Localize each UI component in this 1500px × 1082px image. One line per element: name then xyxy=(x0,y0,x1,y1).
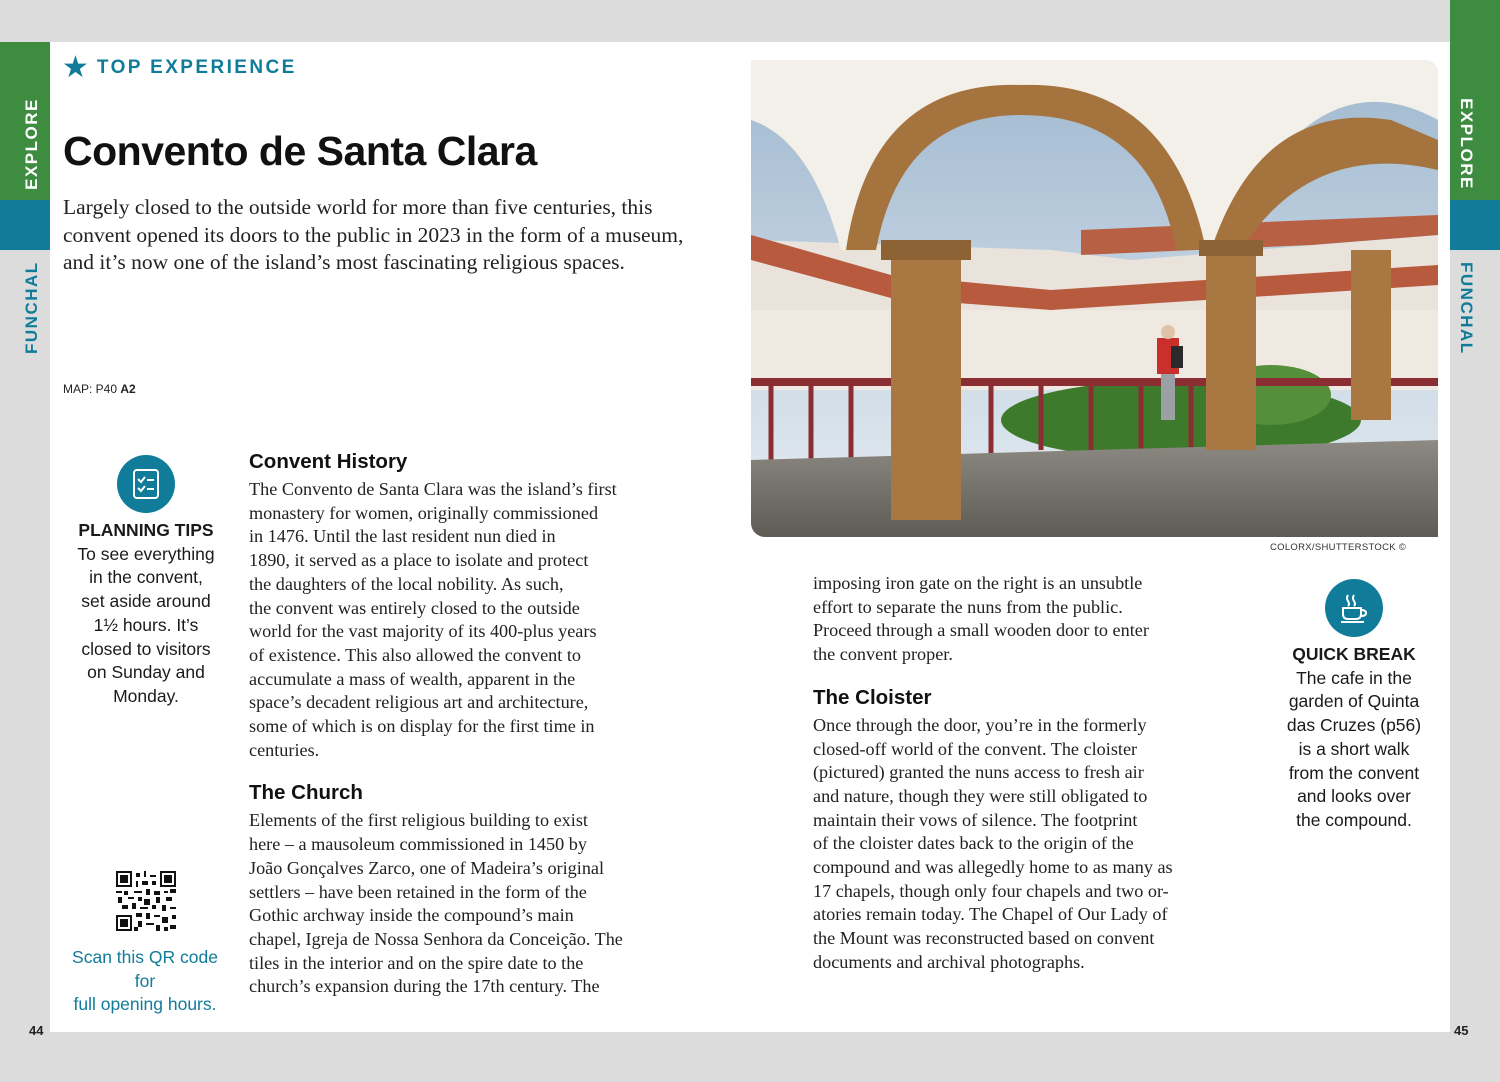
planning-tips-line: Monday. xyxy=(113,685,179,706)
text-line: Once through the door, you’re in the formerly xyxy=(813,714,1147,735)
planning-tips-line: in the convent, xyxy=(89,567,203,588)
left-section-label: EXPLORE xyxy=(22,98,41,190)
quick-break-line: the compound. xyxy=(1296,809,1412,830)
text-line: accumulate a mass of wealth, apparent in the xyxy=(249,668,576,689)
text-line: monastery for women, originally commissioned xyxy=(249,502,599,523)
text-line: the daughters of the local nobility. As such, xyxy=(249,573,564,594)
cloister-text xyxy=(813,714,1253,975)
text-line: and nature, though they were still obligated to xyxy=(813,785,1148,806)
text-line: some of which is on display for the first time in xyxy=(249,716,595,737)
text-line: tiles in the interior and on the spire date to the xyxy=(249,952,584,973)
qr-caption-line: Scan this QR code for xyxy=(72,947,218,991)
planning-tips-line: set aside around xyxy=(81,591,211,612)
right-region-tab-marker xyxy=(1450,200,1500,250)
planning-tips-line: 1½ hours. It’s xyxy=(93,614,199,635)
quick-break-line: The cafe in the xyxy=(1296,667,1412,688)
text-line: (pictured) granted the nuns access to fresh air xyxy=(813,762,1144,783)
quick-break-line: from the convent xyxy=(1288,762,1420,783)
text-line: in 1476. Until the last resident nun died in xyxy=(249,526,556,547)
text-line: 17 chapels, though only four chapels and two or- xyxy=(813,880,1169,901)
church-text xyxy=(249,809,694,999)
top-experience-badge xyxy=(62,51,297,84)
page-title: Convento de Santa Clara xyxy=(63,128,537,174)
text-line: the Mount was reconstructed based on convent xyxy=(813,928,1155,949)
photo-credit: COLORX/SHUTTERSTOCK © xyxy=(1270,542,1407,553)
text-line: world for the vast majority of its 400-plus years xyxy=(249,621,597,642)
planning-tips-line: on Sunday and xyxy=(87,662,205,683)
text-line: settlers – have been retained in the form of the xyxy=(249,881,587,902)
text-line: imposing iron gate on the right is an unsubtle xyxy=(813,573,1143,593)
map-reference xyxy=(63,382,136,396)
quick-break-line: and looks over xyxy=(1297,786,1411,807)
church-heading: The Church xyxy=(249,781,363,805)
map-grid-ref: A2 xyxy=(120,382,136,396)
text-line: documents and archival photographs. xyxy=(813,951,1085,972)
star-icon: ★ xyxy=(62,51,89,84)
left-region-label: FUNCHAL xyxy=(22,261,41,354)
text-line: chapel, Igreja de Nossa Senhora da Conceição. The xyxy=(249,928,623,949)
text-line: João Gonçalves Zarco, one of Madeira’s original xyxy=(249,857,605,878)
cloister-heading: The Cloister xyxy=(813,685,932,709)
text-line: compound and was allegedly home to as many as xyxy=(813,857,1173,878)
planning-tips-line: To see everything xyxy=(77,543,215,564)
qr-caption-line: full opening hours. xyxy=(73,994,217,1014)
text-line: 1890, it served as a place to isolate and protect xyxy=(249,550,589,571)
text-line: centuries. xyxy=(249,739,320,760)
article-column-1 xyxy=(249,450,694,999)
text-line: Proceed through a small wooden door to enter xyxy=(813,620,1149,641)
qr-code[interactable] xyxy=(116,871,176,931)
text-line: of the cloister dates back to the origin of the xyxy=(813,833,1134,854)
planning-tips xyxy=(60,519,232,709)
checklist-icon xyxy=(117,455,175,513)
text-line: Elements of the first religious building to exist xyxy=(249,810,588,831)
convent-history-text xyxy=(249,478,694,762)
right-region-label: FUNCHAL xyxy=(1457,262,1476,355)
planning-tips-heading: PLANNING TIPS xyxy=(78,520,214,540)
quick-break-line: garden of Quinta xyxy=(1288,691,1420,712)
page-number-left: 44 xyxy=(29,1023,44,1038)
planning-tips-line: closed to visitors xyxy=(81,638,211,659)
text-line: church’s expansion during the 17th century. The xyxy=(249,976,600,997)
text-line: of existence. This also allowed the convent to xyxy=(249,644,582,665)
left-region-tab-marker xyxy=(0,200,50,250)
quick-break xyxy=(1268,643,1440,833)
text-line: space’s decadent religious art and architecture, xyxy=(249,692,589,713)
cloister-photo xyxy=(751,60,1438,537)
text-line: closed-off world of the convent. The cloister xyxy=(813,738,1138,759)
right-section-label: EXPLORE xyxy=(1457,98,1476,190)
text-line: Gothic archway inside the compound’s main xyxy=(249,905,574,926)
text-line: here – a mausoleum commissioned in 1450 by xyxy=(249,834,587,855)
text-line: the convent was entirely closed to the outside xyxy=(249,597,580,618)
text-line: atories remain today. The Chapel of Our Lady of xyxy=(813,904,1168,925)
quick-break-line: is a short walk xyxy=(1298,738,1410,759)
coffee-cup-icon xyxy=(1325,579,1383,637)
text-line: maintain their vows of silence. The footprint xyxy=(813,809,1138,830)
text-line: The Convento de Santa Clara was the island’s first xyxy=(249,479,617,499)
quick-break-heading: QUICK BREAK xyxy=(1292,644,1416,664)
convent-history-heading: Convent History xyxy=(249,450,408,473)
page-number-right: 45 xyxy=(1454,1023,1469,1038)
quick-break-line: das Cruzes (p56) xyxy=(1286,715,1422,736)
text-line: effort to separate the nuns from the public. xyxy=(813,596,1123,617)
intro-paragraph: Largely closed to the outside world for more than five centuries, this convent opened its doors to the public in 2023 in the form of a museum, and it’s now one of the island’s most fascinating religious spaces. xyxy=(63,195,684,275)
top-experience-label: TOP EXPERIENCE xyxy=(96,57,297,78)
text-line: the convent proper. xyxy=(813,644,953,665)
map-reference-prefix: MAP: P40 xyxy=(63,382,118,396)
church-text-continued xyxy=(813,572,1253,667)
article-column-2 xyxy=(813,572,1253,975)
qr-caption xyxy=(60,946,230,1017)
